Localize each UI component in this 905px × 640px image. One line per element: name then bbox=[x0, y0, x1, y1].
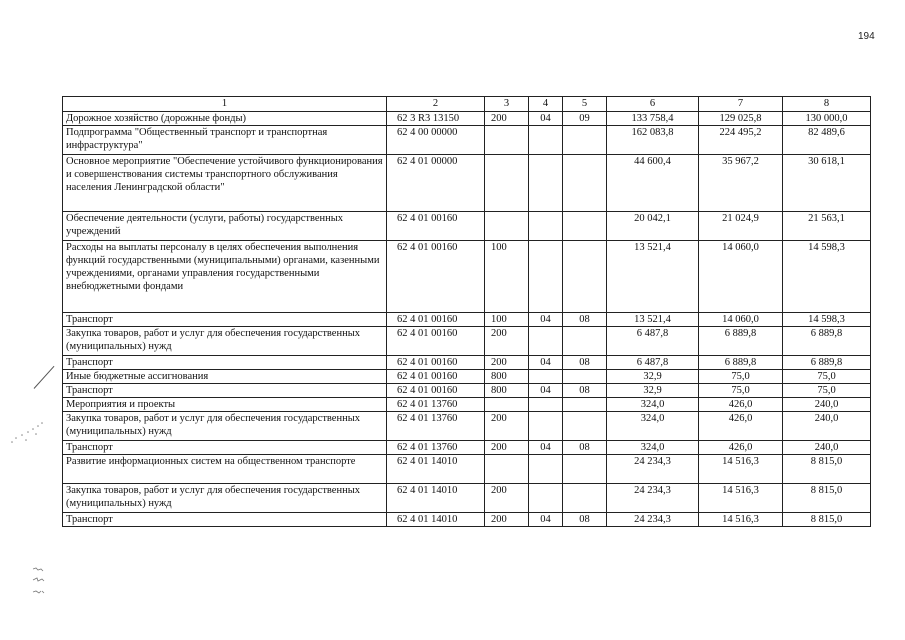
row-subsection: 08 bbox=[563, 313, 607, 327]
row-name: Транспорт bbox=[63, 356, 387, 370]
table-row bbox=[63, 513, 871, 527]
row-code: 62 4 01 00160 bbox=[387, 313, 485, 327]
row-name: Закупка товаров, работ и услуг для обеспечения государственных (муниципальных) нужд bbox=[63, 412, 387, 441]
row-code: 62 4 01 00160 bbox=[387, 370, 485, 384]
row-expense-type: 200 bbox=[485, 441, 529, 455]
table-row bbox=[63, 327, 871, 356]
row-subsection bbox=[563, 398, 607, 412]
row-expense-type: 800 bbox=[485, 370, 529, 384]
row-expense-type: 200 bbox=[485, 484, 529, 513]
row-amount-col6: 24 234,3 bbox=[607, 513, 699, 527]
row-code: 62 4 01 00160 bbox=[387, 327, 485, 356]
row-subsection bbox=[563, 327, 607, 356]
row-code: 62 4 01 00160 bbox=[387, 212, 485, 241]
table-row bbox=[63, 155, 871, 212]
row-amount-col7: 426,0 bbox=[699, 412, 783, 441]
table-row bbox=[63, 313, 871, 327]
row-name: Мероприятия и проекты bbox=[63, 398, 387, 412]
row-name: Закупка товаров, работ и услуг для обеспечения государственных (муниципальных) нужд bbox=[63, 327, 387, 356]
table-row bbox=[63, 384, 871, 398]
row-amount-col8: 82 489,6 bbox=[783, 126, 871, 155]
row-subsection: 08 bbox=[563, 441, 607, 455]
row-amount-col8: 30 618,1 bbox=[783, 155, 871, 212]
table-row bbox=[63, 241, 871, 313]
row-amount-col8: 240,0 bbox=[783, 398, 871, 412]
row-expense-type: 200 bbox=[485, 112, 529, 126]
header-cell: 1 bbox=[63, 97, 387, 112]
row-amount-col8: 8 815,0 bbox=[783, 455, 871, 484]
row-name: Транспорт bbox=[63, 384, 387, 398]
row-expense-type: 200 bbox=[485, 327, 529, 356]
row-amount-col7: 35 967,2 bbox=[699, 155, 783, 212]
row-amount-col8: 130 000,0 bbox=[783, 112, 871, 126]
row-amount-col6: 24 234,3 bbox=[607, 455, 699, 484]
row-amount-col6: 44 600,4 bbox=[607, 155, 699, 212]
header-cell: 3 bbox=[485, 97, 529, 112]
row-section bbox=[529, 327, 563, 356]
row-amount-col6: 6 487,8 bbox=[607, 356, 699, 370]
row-amount-col7: 6 889,8 bbox=[699, 327, 783, 356]
row-code: 62 4 01 13760 bbox=[387, 398, 485, 412]
row-name: Дорожное хозяйство (дорожные фонды) bbox=[63, 112, 387, 126]
table-row bbox=[63, 370, 871, 384]
row-amount-col6: 162 083,8 bbox=[607, 126, 699, 155]
row-section bbox=[529, 484, 563, 513]
row-code: 62 4 01 14010 bbox=[387, 455, 485, 484]
table-row bbox=[63, 412, 871, 441]
row-name: Расходы на выплаты персоналу в целях обеспечения выполнения функций государственными (муниципальными) органами, казенными учреждениями, органами управления государственными внебюджетными фондами bbox=[63, 241, 387, 313]
row-expense-type bbox=[485, 155, 529, 212]
row-code: 62 4 01 00160 bbox=[387, 241, 485, 313]
row-amount-col8: 6 889,8 bbox=[783, 327, 871, 356]
row-amount-col6: 324,0 bbox=[607, 398, 699, 412]
row-section bbox=[529, 212, 563, 241]
row-amount-col7: 75,0 bbox=[699, 384, 783, 398]
row-amount-col7: 224 495,2 bbox=[699, 126, 783, 155]
row-expense-type: 100 bbox=[485, 313, 529, 327]
row-amount-col8: 240,0 bbox=[783, 412, 871, 441]
row-subsection bbox=[563, 126, 607, 155]
row-name: Подпрограмма "Общественный транспорт и транспортная инфраструктура" bbox=[63, 126, 387, 155]
row-subsection bbox=[563, 155, 607, 212]
row-expense-type: 100 bbox=[485, 241, 529, 313]
page-number: 194 bbox=[858, 31, 875, 42]
row-expense-type bbox=[485, 212, 529, 241]
row-amount-col8: 21 563,1 bbox=[783, 212, 871, 241]
row-amount-col8: 75,0 bbox=[783, 384, 871, 398]
row-section: 04 bbox=[529, 384, 563, 398]
row-amount-col8: 14 598,3 bbox=[783, 241, 871, 313]
row-amount-col7: 14 060,0 bbox=[699, 241, 783, 313]
row-amount-col8: 75,0 bbox=[783, 370, 871, 384]
row-code: 62 4 01 14010 bbox=[387, 513, 485, 527]
row-section bbox=[529, 126, 563, 155]
row-subsection: 09 bbox=[563, 112, 607, 126]
table-header-row bbox=[63, 97, 871, 112]
row-code: 62 4 01 13760 bbox=[387, 441, 485, 455]
row-subsection bbox=[563, 455, 607, 484]
row-amount-col6: 13 521,4 bbox=[607, 241, 699, 313]
budget-table bbox=[62, 96, 871, 527]
row-expense-type: 800 bbox=[485, 384, 529, 398]
row-name: Основное мероприятие "Обеспечение устойчивого функционирования и совершенствования системы транспортного обслуживания населения Ленинградской области" bbox=[63, 155, 387, 212]
row-subsection bbox=[563, 412, 607, 441]
row-subsection: 08 bbox=[563, 384, 607, 398]
row-code: 62 4 01 14010 bbox=[387, 484, 485, 513]
row-amount-col8: 8 815,0 bbox=[783, 484, 871, 513]
row-amount-col7: 14 516,3 bbox=[699, 484, 783, 513]
row-code: 62 4 00 00000 bbox=[387, 126, 485, 155]
row-amount-col7: 14 516,3 bbox=[699, 513, 783, 527]
row-subsection bbox=[563, 484, 607, 513]
row-amount-col6: 32,9 bbox=[607, 370, 699, 384]
row-subsection: 08 bbox=[563, 356, 607, 370]
row-amount-col6: 324,0 bbox=[607, 441, 699, 455]
row-section: 04 bbox=[529, 112, 563, 126]
row-section: 04 bbox=[529, 441, 563, 455]
row-name: Транспорт bbox=[63, 313, 387, 327]
table-row bbox=[63, 484, 871, 513]
margin-scribble bbox=[34, 366, 55, 389]
row-amount-col6: 6 487,8 bbox=[607, 327, 699, 356]
row-expense-type: 200 bbox=[485, 356, 529, 370]
row-name: Иные бюджетные ассигнования bbox=[63, 370, 387, 384]
row-section: 04 bbox=[529, 513, 563, 527]
row-amount-col8: 240,0 bbox=[783, 441, 871, 455]
row-name: Закупка товаров, работ и услуг для обеспечения государственных (муниципальных) нужд bbox=[63, 484, 387, 513]
row-code: 62 4 01 00160 bbox=[387, 356, 485, 370]
row-name: Транспорт bbox=[63, 513, 387, 527]
row-amount-col7: 6 889,8 bbox=[699, 356, 783, 370]
row-code: 62 4 01 00000 bbox=[387, 155, 485, 212]
row-subsection bbox=[563, 370, 607, 384]
row-section: 04 bbox=[529, 313, 563, 327]
row-amount-col6: 24 234,3 bbox=[607, 484, 699, 513]
header-cell: 6 bbox=[607, 97, 699, 112]
row-section bbox=[529, 412, 563, 441]
row-amount-col6: 13 521,4 bbox=[607, 313, 699, 327]
row-amount-col8: 14 598,3 bbox=[783, 313, 871, 327]
row-expense-type bbox=[485, 398, 529, 412]
row-amount-col7: 14 060,0 bbox=[699, 313, 783, 327]
header-cell: 8 bbox=[783, 97, 871, 112]
margin-dots bbox=[8, 420, 48, 450]
row-amount-col8: 8 815,0 bbox=[783, 513, 871, 527]
row-code: 62 4 01 13760 bbox=[387, 412, 485, 441]
row-section bbox=[529, 241, 563, 313]
table-row bbox=[63, 356, 871, 370]
row-section bbox=[529, 455, 563, 484]
row-section: 04 bbox=[529, 356, 563, 370]
row-amount-col7: 14 516,3 bbox=[699, 455, 783, 484]
row-section bbox=[529, 398, 563, 412]
row-expense-type bbox=[485, 126, 529, 155]
row-amount-col6: 20 042,1 bbox=[607, 212, 699, 241]
table-row bbox=[63, 212, 871, 241]
row-subsection bbox=[563, 212, 607, 241]
row-amount-col7: 426,0 bbox=[699, 441, 783, 455]
table-row bbox=[63, 455, 871, 484]
header-cell: 2 bbox=[387, 97, 485, 112]
header-cell: 4 bbox=[529, 97, 563, 112]
row-code: 62 3 R3 13150 bbox=[387, 112, 485, 126]
row-subsection bbox=[563, 241, 607, 313]
table-row bbox=[63, 112, 871, 126]
row-amount-col6: 133 758,4 bbox=[607, 112, 699, 126]
row-name: Обеспечение деятельности (услуги, работы) государственных учреждений bbox=[63, 212, 387, 241]
header-cell: 7 bbox=[699, 97, 783, 112]
table-row bbox=[63, 441, 871, 455]
row-section bbox=[529, 370, 563, 384]
row-expense-type: 200 bbox=[485, 412, 529, 441]
row-amount-col7: 129 025,8 bbox=[699, 112, 783, 126]
row-name: Транспорт bbox=[63, 441, 387, 455]
row-amount-col8: 6 889,8 bbox=[783, 356, 871, 370]
row-expense-type: 200 bbox=[485, 513, 529, 527]
row-amount-col7: 21 024,9 bbox=[699, 212, 783, 241]
row-subsection: 08 bbox=[563, 513, 607, 527]
row-name: Развитие информационных систем на общественном транспорте bbox=[63, 455, 387, 484]
row-amount-col7: 426,0 bbox=[699, 398, 783, 412]
table-row bbox=[63, 398, 871, 412]
row-expense-type bbox=[485, 455, 529, 484]
row-section bbox=[529, 155, 563, 212]
table-row bbox=[63, 126, 871, 155]
row-amount-col7: 75,0 bbox=[699, 370, 783, 384]
margin-marks bbox=[30, 565, 50, 605]
row-amount-col6: 324,0 bbox=[607, 412, 699, 441]
row-code: 62 4 01 00160 bbox=[387, 384, 485, 398]
row-amount-col6: 32,9 bbox=[607, 384, 699, 398]
header-cell: 5 bbox=[563, 97, 607, 112]
